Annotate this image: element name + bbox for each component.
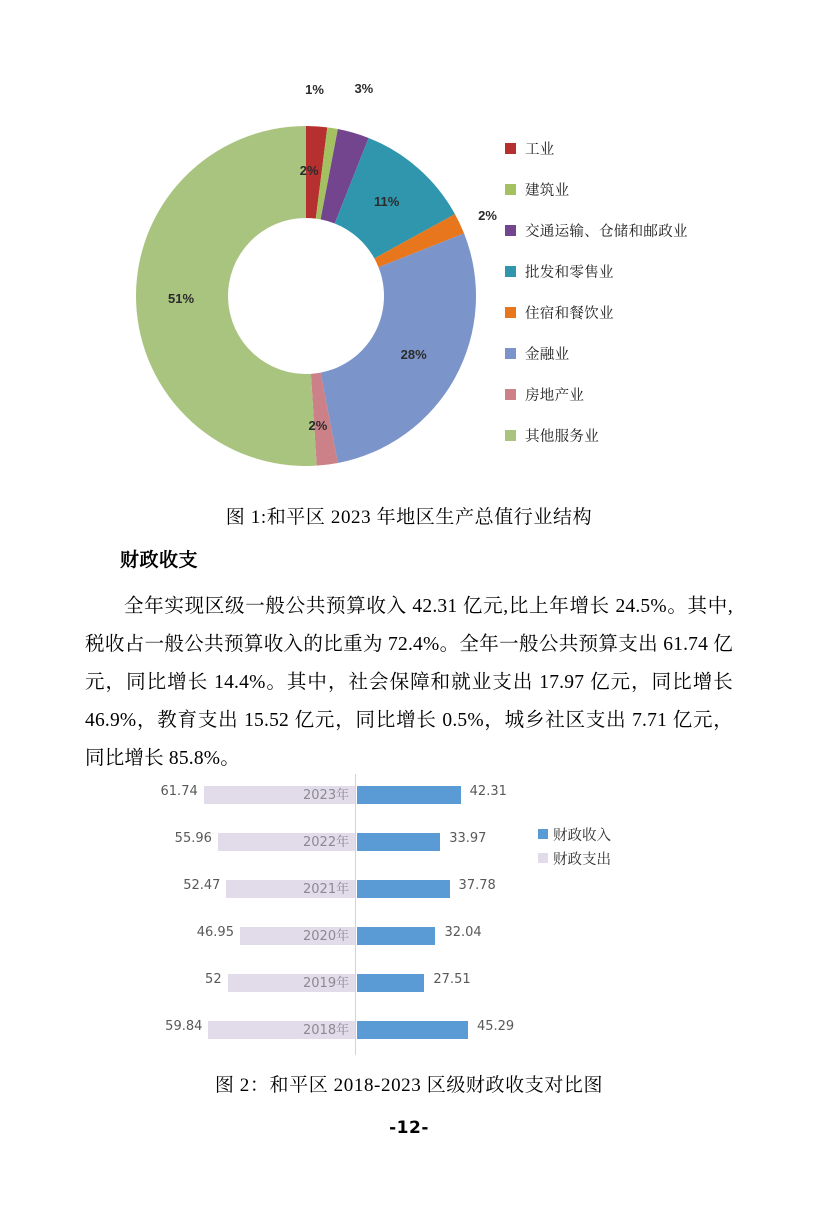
legend-label: 房地产业 — [525, 388, 585, 404]
legend-swatch-icon — [505, 266, 516, 277]
legend-item-accommodation-catering — [505, 292, 805, 333]
bar-category-label: 2023年 — [303, 788, 350, 803]
donut-value-label-transport: 3% — [354, 81, 374, 97]
bar-row — [150, 927, 680, 945]
bar-category-label: 2021年 — [303, 882, 350, 897]
chart-axis-line — [355, 774, 356, 1055]
bar-revenue-value: 42.31 — [469, 784, 507, 799]
legend-swatch-icon — [505, 389, 516, 400]
bar-expenditure-value: 52.47 — [183, 878, 221, 893]
legend-item-revenue — [538, 822, 611, 846]
legend-item-construction — [505, 169, 805, 210]
donut-value-label-construction: 1% — [305, 82, 324, 98]
bar-revenue-value: 33.97 — [449, 831, 487, 846]
legend-item-wholesale-retail — [505, 251, 805, 292]
legend-item-other-services — [505, 415, 805, 456]
legend-item-expenditure — [538, 846, 611, 870]
donut-slice-other-services — [136, 126, 317, 466]
body-paragraph-fiscal: 全年实现区级一般公共预算收入 42.31 亿元,比上年增长 24.5%。其中,税收占一般公共预算收入的比重为 72.4%。全年一般公共预算支出 61.74 亿元，同比增长 14.4%。其中，社会保障和就业支出 17.97 亿元，同比增长 46.9%，教育支出 15.52 亿元，同比增长 0.5%，城乡社区支出 7.71 亿元，同比增长 85.8%。 — [85, 596, 733, 769]
bar-expenditure-value: 59.84 — [165, 1019, 203, 1034]
legend-swatch-icon — [505, 348, 516, 359]
bar-row — [150, 1021, 680, 1039]
legend-label: 交通运输、仓储和邮政业 — [525, 224, 688, 240]
donut-chart — [128, 81, 497, 474]
bar-category-label: 2020年 — [303, 929, 350, 944]
legend-swatch-icon — [538, 853, 548, 863]
bar-expenditure-value: 55.96 — [174, 831, 212, 846]
bar-revenue — [357, 927, 435, 945]
bar-expenditure-value: 52 — [205, 972, 222, 987]
bar-revenue — [357, 1021, 468, 1039]
bar-revenue — [357, 786, 461, 804]
bar-row — [150, 880, 680, 898]
donut-value-label-wholesale-retail: 11% — [374, 193, 400, 209]
figure-2-bar-chart — [150, 772, 680, 1057]
bar-row — [150, 786, 680, 804]
donut-value-label-industry: 2% — [299, 163, 319, 179]
figure-2-caption: 图 2：和平区 2018-2023 区级财政收支对比图 — [214, 1075, 604, 1096]
bar-revenue-value: 32.04 — [444, 925, 482, 940]
legend-swatch-icon — [505, 184, 516, 195]
bar-category-label: 2022年 — [303, 835, 350, 850]
figure-1-donut-chart — [0, 81, 818, 500]
section-heading-fiscal: 财政收支 — [120, 549, 199, 571]
bar-revenue — [357, 880, 450, 898]
legend-item-real-estate — [505, 374, 805, 415]
donut-value-label-accommodation-catering: 2% — [478, 207, 497, 223]
legend-swatch-icon — [505, 143, 516, 154]
figure-1-caption: 图 1:和平区 2023 年地区生产总值行业结构 — [225, 507, 593, 528]
bar-revenue-value: 45.29 — [476, 1019, 515, 1034]
legend-swatch-icon — [538, 829, 548, 839]
bar-revenue-value: 37.78 — [458, 878, 496, 893]
bar-expenditure-value: 61.74 — [160, 784, 198, 799]
legend-item-finance — [505, 333, 805, 374]
bar-category-label: 2018年 — [303, 1023, 350, 1038]
donut-value-label-other-services: 51% — [168, 290, 195, 306]
figure-2-legend — [538, 822, 611, 870]
bar-revenue — [357, 974, 424, 992]
page-number: -12- — [389, 1118, 429, 1138]
donut-value-label-finance: 28% — [400, 346, 427, 362]
bar-revenue-value: 27.51 — [433, 972, 471, 987]
legend-swatch-icon — [505, 225, 516, 236]
legend-label: 建筑业 — [525, 183, 570, 199]
bar-revenue — [357, 833, 440, 851]
legend-label: 金融业 — [525, 347, 570, 363]
legend-label: 工业 — [525, 142, 555, 158]
legend-swatch-icon — [505, 307, 516, 318]
legend-label: 住宿和餐饮业 — [525, 306, 614, 322]
donut-slice-finance — [321, 233, 476, 463]
legend-label: 财政收入 — [553, 827, 611, 844]
legend-swatch-icon — [505, 430, 516, 441]
figure-1-legend — [505, 128, 805, 456]
legend-label: 其他服务业 — [525, 429, 599, 445]
bar-row — [150, 974, 680, 992]
donut-value-label-real-estate: 2% — [308, 417, 328, 433]
legend-label: 财政支出 — [553, 851, 611, 868]
bar-category-label: 2019年 — [303, 976, 350, 991]
legend-item-industry — [505, 128, 805, 169]
legend-item-transport — [505, 210, 805, 251]
legend-label: 批发和零售业 — [525, 265, 614, 281]
bar-expenditure-value: 46.95 — [196, 925, 234, 940]
